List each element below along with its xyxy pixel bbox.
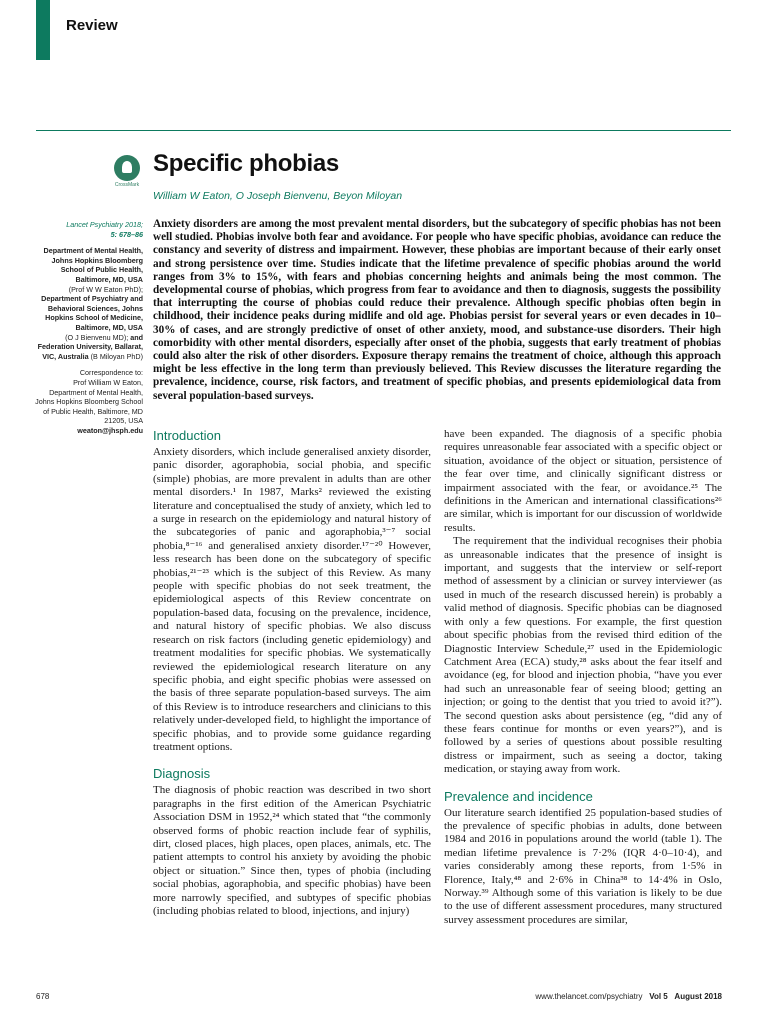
heading-diagnosis: Diagnosis (153, 766, 211, 782)
affiliation-3-people: (B Miloyan PhD) (88, 351, 143, 361)
affiliation-3: Federation University, Ballarat, VIC, Australia (37, 342, 143, 361)
heading-introduction: Introduction (153, 428, 221, 443)
correspondence (28, 368, 143, 435)
article-title: Specific phobias (153, 150, 339, 177)
affiliation-1: Department of Mental Health, Johns Hopkins Bloomberg School of Public Health, Baltimore, MD, USA (43, 246, 143, 284)
header-rule (36, 130, 731, 131)
citation-journal: Lancet Psychiatry 2018; (66, 220, 143, 229)
paragraph-prevalence: Our literature search identified 25 population-based studies of the prevalence of specific phobias in adults, done between 1984 and 2016 in populations around the world (table 1). The median lifetime prevalence is 7·2% (IQR 4·0–10·4), and varies considerably among these reports, from 1·5% in Florence, Italy,⁴⁸ and 2·6% in China³⁸ to 14·4% in Oslo, Norway.³⁹ Although some of this variation is likely to be due to the use of different assessment procedures, many structured survey assessment procedures are similar, (444, 806, 722, 926)
citation-pages: 5: 678–86 (110, 229, 143, 239)
journal-color-bar (36, 0, 50, 60)
body-column-right (444, 428, 722, 927)
affiliation-2: Department of Psychiatry and Behavioral Sciences, Johns Hopkins School of Medicine, Baltimore, MD, USA (41, 294, 143, 332)
crossmark-logo[interactable] (113, 155, 141, 188)
abstract: Anxiety disorders are among the most prevalent mental disorders, but the subcategory of specific phobias has not been well studied. Phobias involve both fear and avoidance. For people who have specific phobias, avoidance can reduce the constancy and severity of distress and impairment. However, these phobias are important because of their early onset and strong persistence over time. Studies indicate that the lifetime prevalence of specific phobias around the world ranges from 3% to 15%, with fears and phobias concerning heights and animals being the most common. The developmental course of phobias, which progress from fear to avoidance and then to diagnosis, suggests the possibility that interrupting the course of phobias could reduce their prevalence. Although specific phobias often begin in childhood, their incidence peaks during midlife and old age. Phobias persist for several years or even decades in 10–30% of cases, and are strongly predictive of onset of other anxiety, mood, and substance-use disorders. Their high comorbidity with other mental disorders, especially after onset of the phobia, suggests that early treatment of phobias could also alter the risk of other disorders. Exposure therapy remains the treatment of choice, although this approach might be less effective in the long term than previously believed. This Review discusses the literature regarding the prevalence, incidence, course, risk factors, and treatment of specific phobias, and presents epidemiological data from several population-based surveys. (153, 218, 721, 402)
affiliation-2-people: (O J Bienvenu MD); (65, 332, 129, 342)
article-authors: William W Eaton, O Joseph Bienvenu, Beyon Miloyan (153, 190, 403, 202)
crossmark-label: CrossMark (114, 182, 140, 188)
body-column-left (153, 428, 431, 918)
correspondence-name: Prof William W Eaton, (73, 377, 143, 387)
footer-date: August 2018 (674, 992, 722, 1001)
footer-journal (535, 992, 722, 1001)
citation (28, 220, 143, 239)
affiliation-1-people: (Prof W W Eaton PhD); (68, 284, 143, 294)
paragraph-diagnosis: The diagnosis of phobic reaction was described in two short paragraphs in the first edition of the American Psychiatric Association DSM in 1952,²⁴ which stated that “the commonly observed forms of phobic reaction include fear of syphilis, dirt, closed places, high places, open places, animals, etc. The patient attempts to control his anxiety by avoiding the phobic object or situation.” Since then, types of phobia (including social phobias, agoraphobia, and specific phobias) have been more narrowly specified, and subtypes of specific phobias (including phobias related to blood, injections, and injury) (153, 784, 431, 917)
section-label: Review (66, 17, 118, 34)
heading-prevalence: Prevalence and incidence (444, 788, 593, 804)
affiliation-and: and (128, 332, 143, 342)
affiliations (28, 246, 143, 361)
footer-url[interactable]: www.thelancet.com/psychiatry (535, 992, 643, 1001)
paragraph-insight: The requirement that the individual recognises their phobia as unreasonable indicates that the presence of insight is important, and suggests that the interview or self-report method of assessment by a clinician or survey interviewer (as used in much of the research discussed herein) is probably a valid method of diagnosis. Specific phobias can be diagnosed with only a few questions. For example, the first question about specific phobias from the revised third edition of the Diagnostic Interview Schedule,²⁷ used in the Epidemiologic Catchment Area (ECA) study,²⁸ asks about the fear itself and avoidance (eg, for blood and injection phobia, “have you ever had such an unreasonable fear of seeing blood; getting an injection; or going to the dentist that you tried to avoid it?”). The second question asks about persistence (eg, “did any of these fears continue for months or even years?”), and is followed by a series of questions about possible resulting distress or impairment, such as seeing a doctor, taking medication, or staying away from work. (444, 535, 722, 776)
paragraph-diagnosis-continued: have been expanded. The diagnosis of a specific phobia requires unreasonable fear associated with a specific object or situation, avoidance of the object or situation, persistence of the fear over time, and clinically significant distress or impairment associated with the fear, or avoidance.²⁵ The definitions in the American and international classifications²⁶ are similar, which is important for our discussion of worldwide results. (444, 428, 722, 534)
correspondence-address: Department of Mental Health, Johns Hopkins Bloomberg School of Public Health, Baltimore, MD 21205, USA (35, 387, 143, 426)
correspondence-label: Correspondence to: (79, 368, 143, 378)
paragraph-introduction: Anxiety disorders, which include generalised anxiety disorder, panic disorder, agoraphobia, social phobia, and specific (simple) phobias, are more prevalent in adults than are other mental disorders.¹ In 1987, Marks² reviewed the existing literature and conceptualised the study of anxiety, which led to a surge in research on the epidemiology and natural history of the subcategories of panic and agoraphobia,³⁻⁷ social phobia,⁸⁻¹⁶ and generalised anxiety disorder.¹⁷⁻²⁰ However, less research has been done on the subcategory of specific phobias,²¹⁻²³ which is the subject of this Review. As many people with specific phobias do not seek treatment, the epidemiological aspects of this Review concentrate on population-based data, focusing on the prevalence, incidence, and natural history of specific phobias. We also discuss research on risk factors (including genetic epidemiology) and treatment modalities for specific phobias. We systematically reviewed the epidemiological research literature on any specific phobia, and eight specific phobias were assessed on the basis of three separate population-based surveys. The aim of this Review is to introduce researchers and clinicians to this relatively under-developed field, to highlight the importance of specific phobias, and to provide some guidance regarding treatment options. (153, 446, 431, 753)
sidebar-notes (28, 220, 143, 435)
crossmark-icon (114, 155, 140, 181)
correspondence-email[interactable]: weaton@jhsph.edu (77, 425, 143, 435)
page-number: 678 (36, 992, 50, 1001)
footer-volume: Vol 5 (649, 992, 668, 1001)
